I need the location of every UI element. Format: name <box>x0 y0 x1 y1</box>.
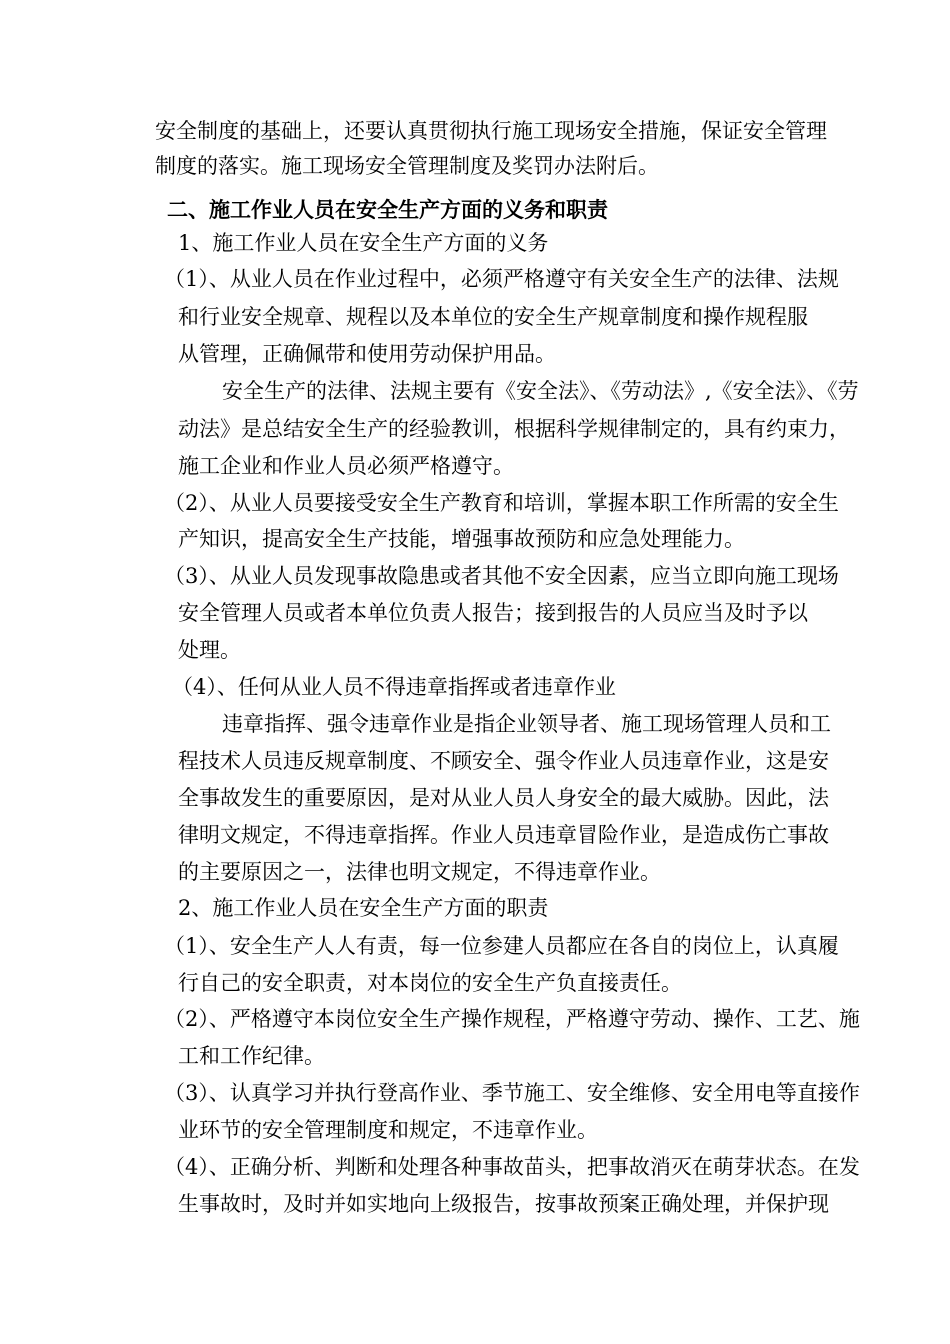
text-line: 处理。 <box>178 638 241 662</box>
text-line: 业环节的安全管理制度和规定，不违章作业。 <box>178 1118 598 1142</box>
text-line: 从管理，正确佩带和使用劳动保护用品。 <box>178 342 556 366</box>
text-line: 程技术人员违反规章制度、不顾安全、强令作业人员违章作业，这是安 <box>178 749 829 773</box>
text-line: 安全生产的法律、法规主要有《安全法》、《劳动法》,《安全法》、《劳 <box>222 379 859 403</box>
text-line: 施工企业和作业人员必须严格遵守。 <box>178 454 514 478</box>
text-line: （1）、安全生产人人有责，每一位参建人员都应在各自的岗位上，认真履 <box>164 934 839 958</box>
text-line: 产知识，提高安全生产技能，增强事故预防和应急处理能力。 <box>178 527 745 551</box>
subsection-heading: 1、施工作业人员在安全生产方面的义务 <box>178 231 549 255</box>
text-line: 工和工作纪律。 <box>178 1044 325 1068</box>
text-line: 的主要原因之一，法律也明文规定，不得违章作业。 <box>178 860 661 884</box>
text-line: （4）、正确分析、判断和处理各种事故苗头，把事故消灭在萌芽状态。在发 <box>164 1155 860 1179</box>
text-line: （3）、认真学习并执行登高作业、季节施工、安全维修、安全用电等直接作 <box>164 1081 860 1105</box>
text-line: （2）、从业人员要接受安全生产教育和培训，掌握本职工作所需的安全生 <box>164 491 839 515</box>
text-line: 和行业安全规章、规程以及本单位的安全生产规章制度和操作规程服 <box>178 305 808 329</box>
text-line: （2）、严格遵守本岗位安全生产操作规程，严格遵守劳动、操作、工艺、施 <box>164 1007 860 1031</box>
text-line: （1）、从业人员在作业过程中，必须严格遵守有关安全生产的法律、法规 <box>164 267 839 291</box>
subsection-heading: 2、施工作业人员在安全生产方面的职责 <box>178 896 549 920</box>
text-line: （3）、从业人员发现事故隐患或者其他不安全因素，应当立即向施工现场 <box>164 564 839 588</box>
text-line: 动法》是总结安全生产的经验教训，根据科学规律制定的，具有约束力， <box>178 417 850 441</box>
text-line: （4）、任何从业人员不得违章指挥或者违章作业 <box>172 675 616 699</box>
text-line: 律明文规定，不得违章指挥。作业人员违章冒险作业，是造成伤亡事故 <box>178 823 829 847</box>
text-line: 安全制度的基础上，还要认真贯彻执行施工现场安全措施，保证安全管理 <box>155 119 827 143</box>
text-line: 违章指挥、强令违章作业是指企业领导者、施工现场管理人员和工 <box>222 712 831 736</box>
text-line: 行自己的安全职责，对本岗位的安全生产负直接责任。 <box>178 971 682 995</box>
text-line: 安全管理人员或者本单位负责人报告；接到报告的人员应当及时予以 <box>178 601 808 625</box>
text-line: 生事故时，及时并如实地向上级报告，按事故预案正确处理，并保护现 <box>178 1192 829 1216</box>
section-heading: 二、施工作业人员在安全生产方面的义务和职责 <box>167 197 608 222</box>
text-line: 制度的落实。施工现场安全管理制度及奖罚办法附后。 <box>155 154 659 178</box>
text-line: 全事故发生的重要原因，是对从业人员人身安全的最大威胁。因此，法 <box>178 786 829 810</box>
